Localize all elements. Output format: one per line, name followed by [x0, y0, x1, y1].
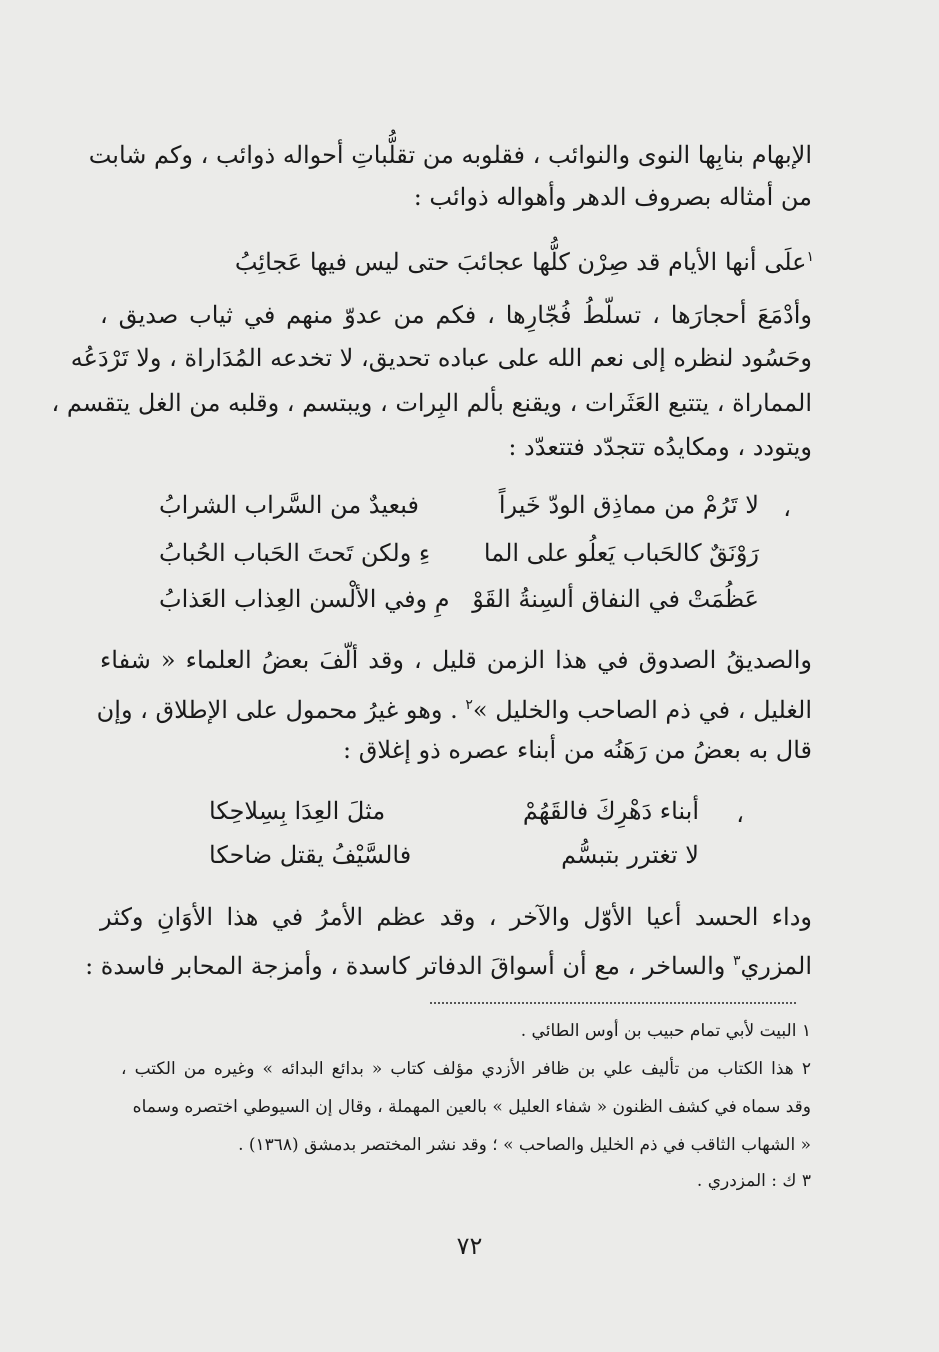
- verse-2-row-2-second: ءِ ولكن تَحتَ الحَباب الحُبابُ: [159, 539, 431, 567]
- footnote-ref-1[interactable]: ١: [806, 249, 814, 265]
- paragraph-4-line-2-end: والساخر ، مع أن أسواقَ الدفاتر كاسدة ، وأمزجة المحابر فاسدة :: [85, 952, 733, 980]
- verse-2-row-2-first: رَوْنَقٌ كالحَباب يَعلُو على الما: [483, 539, 759, 567]
- paragraph-3-line-2-start: الغليل ، في ذم الصاحب والخليل »: [472, 696, 812, 724]
- paragraph-4-line-1: وداء الحسد أعيا الأوّل والآخر ، وقد عظم الأمرُ في هذا الأوَانِ وكثر: [100, 903, 812, 931]
- paragraph-3-line-2: [96, 690, 812, 725]
- footnote-3: ٣ ك : المزدري .: [696, 1171, 811, 1191]
- paragraph-3-line-1: والصديقُ الصدوق في هذا الزمن قليل ، وقد ألّفَ بعضُ العلماء « شفاء: [100, 646, 812, 674]
- footnote-ref-3[interactable]: ٣: [732, 953, 741, 969]
- paragraph-1-line-1: الإبهام بنابِها النوى والنوائب ، فقلوبه من تقلُّباتِ أحواله ذوائب ، وكم شابت: [88, 141, 812, 169]
- paragraph-4-line-2: [85, 946, 812, 981]
- paragraph-1-line-2: من أمثاله بصروف الدهر وأهواله ذوائب :: [413, 183, 812, 211]
- verse-2-row-3-first: عَظُمَتْ في النفاق ألسِنةُ القَوْ: [472, 585, 759, 613]
- paragraph-4-line-2-start: المزري: [740, 952, 812, 980]
- paragraph-2-line-3: المماراة ، يتتبع العَثَرات ، ويقنع بألم البِرات ، ويبتسم ، وقلبه من الغل يتقسم ،: [51, 389, 812, 417]
- verse-2-row-1-first: لا تَرُمْ من مماذِق الودّ خَيراً: [498, 491, 759, 519]
- verse-2-mark: ،: [783, 494, 791, 522]
- paragraph-3-line-2-end: . وهو غيرُ محمول على الإطلاق ، وإن: [96, 696, 466, 724]
- verse-2-row-1-second: فبعيدٌ من السَّراب الشرابُ: [159, 491, 419, 519]
- verse-3-row-1-second: مثلَ العِدَا بِسِلاحِكا: [209, 797, 386, 825]
- paragraph-2-line-4: ويتودد ، ومكايدُه تتجدّد فتتعدّد :: [508, 433, 812, 461]
- verse-2-row-3-second: مِ وفي الألْسن العِذاب العَذابُ: [159, 585, 450, 613]
- paragraph-2-line-1: وأدْمَعَ أحجارَها ، تسلّطُ فُجّارِها ، فكم من عدوّ منهم في ثياب صديق ،: [100, 301, 812, 329]
- paragraph-2-line-2: وحَسُود لنظره إلى نعم الله على عباده تحديق، لا تخدعه المُدَاراة ، ولا تَرْدَعُه: [70, 344, 812, 372]
- verse-3-mark: ،: [736, 800, 744, 828]
- footnote-1: ١ البيت لأبي تمام حبيب بن أوس الطائي .: [520, 1021, 811, 1041]
- verse-3-row-1-first: أبناء دَهْرِكَ فالقَهُمْ: [522, 797, 699, 825]
- footnote-2-line-2: وقد سماه في كشف الظنون « شفاء العليل » بالعين المهملة ، وقال إن السيوطي اختصره وسماه: [132, 1097, 811, 1117]
- footnote-2-line-1: ٢ هذا الكتاب من تأليف علي بن ظافر الأزدي مؤلف كتاب « بدائع البدائه » وغيره من الكتب ،: [121, 1059, 811, 1079]
- verse-3-row-2-second: فالسَّيْفُ يقتل ضاحكا: [209, 841, 412, 869]
- footnote-separator: [430, 1002, 796, 1004]
- verse-1: [134, 242, 814, 277]
- page-number: ٧٢: [456, 1232, 483, 1260]
- paragraph-3-line-3: قال به بعضُ من رَهَنُه من أبناء عصره ذو إغلاق :: [343, 736, 812, 764]
- verse-1-text: علَى أنها الأيام قد صِرْن كلُّها عجائبَ حتى ليس فيها عَجائِبُ: [234, 248, 807, 276]
- footnote-2-line-3: « الشهاب الثاقب في ذم الخليل والصاحب » ؛ وقد نشر المختصر بدمشق (١٣٦٨) .: [238, 1135, 811, 1155]
- verse-3-row-2-first: لا تغترر بتبسُّم: [561, 841, 699, 869]
- footnote-ref-2[interactable]: ٢: [465, 697, 473, 713]
